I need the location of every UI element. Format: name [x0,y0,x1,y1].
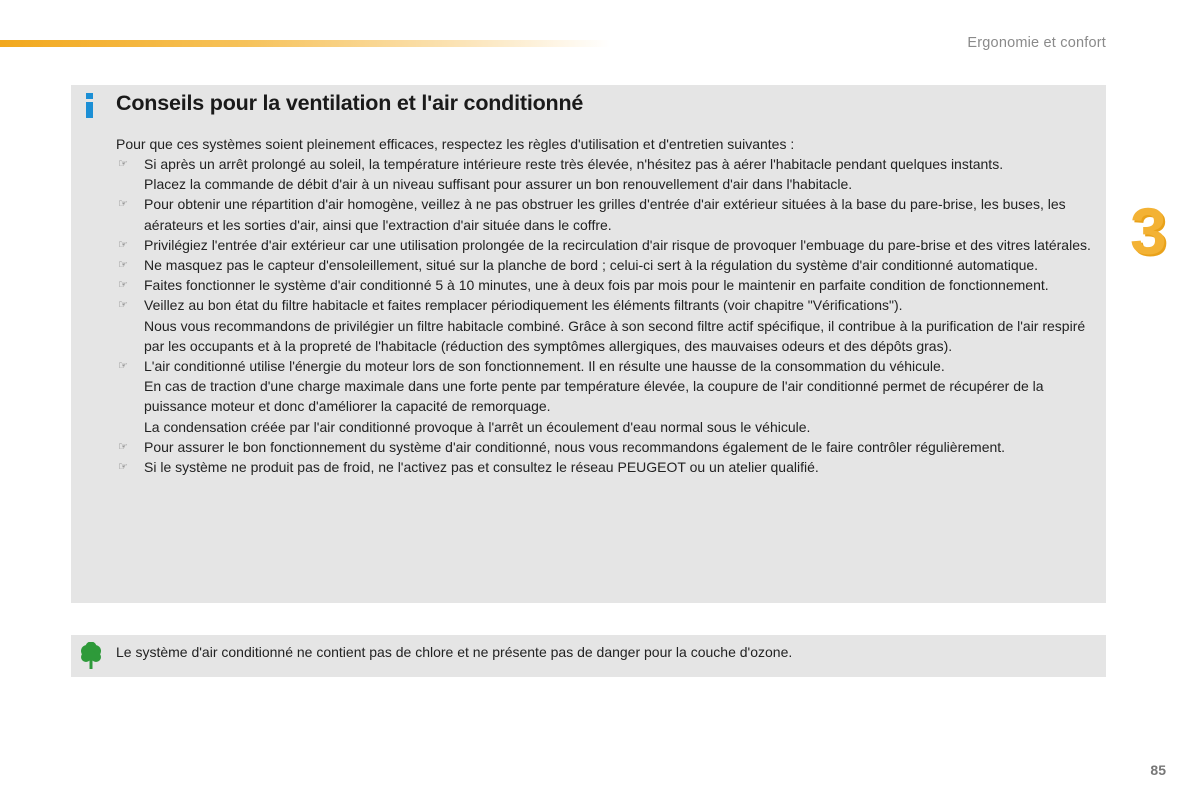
list-item [116,154,1101,194]
hand-pointer-icon: ☞ [118,461,128,474]
list-item-text: Faites fonctionner le système d'air conditionné 5 à 10 minutes, une à deux fois par mois pour le maintenir en parfaite condition de fonctionnement. [144,277,1049,294]
chapter-number: 3 [1130,194,1167,268]
header-accent-bar [0,40,610,47]
list-item [116,437,1101,457]
hand-pointer-icon: ☞ [118,158,128,170]
list-item-text: L'air conditionné utilise l'énergie du moteur lors de son fonctionnement. Il en résulte une hausse de la consommation du véhicule. [144,358,945,375]
list-item [116,295,1101,356]
list-item-text: Si après un arrêt prolongé au soleil, la température intérieure reste très élevée, n'hésitez pas à aérer l'habitacle pendant quelques instants. [144,156,1004,172]
list-item-text: Pour assurer le bon fonctionnement du système d'air conditionné, nous vous recommandons également de le faire contrôler régulièrement. [144,438,1006,455]
list-item [116,255,1101,275]
hand-pointer-icon: ☞ [118,299,128,312]
hand-pointer-icon: ☞ [118,360,128,373]
box-title: Conseils pour la ventilation et l'air conditionné [116,91,584,115]
list-item-text: Pour obtenir une répartition d'air homogène, veillez à ne pas obstruer les grilles d'entrée d'air extérieur situées à la base du pare-brise, les buses, les aérateurs et les sorties d'air, ainsi que l'extraction d'air située dans le coffre. [144,196,1066,233]
list-item [116,356,1101,437]
hand-pointer-icon: ☞ [118,440,128,453]
info-icon [83,93,97,119]
list-item [116,457,1101,477]
list-item-text: Veillez au bon état du filtre habitacle et faites remplacer périodiquement les éléments filtrants (voir chapitre "Vérifications"). [144,297,903,314]
section-title: Ergonomie et confort [967,35,1106,51]
list-item-text: Nous vous recommandons de privilégier un filtre habitacle combiné. Grâce à son second filtre actif spécifique, il contribue à la purification de l'air respiré par les occupants et à la propreté de l'habitacle (réduction des symptômes allergiques, des mauvaises odeurs et des dépôts gras). [144,317,1086,354]
list-item-text: Si le système ne produit pas de froid, ne l'activez pas et consultez le réseau PEUGEOT ou un atelier qualifié. [144,459,819,476]
list-item-text: En cas de traction d'une charge maximale dans une forte pente par température élevée, la coupure de l'air conditionné permet de récupérer de la puissance moteur et donc d'améliorer la capacité de remorquage. [144,378,1044,415]
tree-icon [79,642,103,670]
list-item [116,275,1101,295]
page-number: 85 [1150,762,1166,778]
list-item-text: Privilégiez l'entrée d'air extérieur car une utilisation prolongée de la recirculation d'air risque de provoquer l'embuage du pare-brise et des vitres latérales. [144,236,1091,253]
list-item-text: La condensation créée par l'air conditionné provoque à l'arrêt un écoulement d'eau normal sous le véhicule. [144,418,811,435]
advice-list [116,154,1101,477]
list-item [116,194,1101,234]
hand-pointer-icon: ☞ [118,259,128,272]
hand-pointer-icon: ☞ [118,198,128,211]
eco-note-box [71,635,1106,677]
list-item-text: Ne masquez pas le capteur d'ensoleillement, situé sur la planche de bord ; celui-ci sert à la régulation du système d'air conditionné automatique. [144,257,1039,274]
eco-note-text: Le système d'air conditionné ne contient pas de chlore et ne présente pas de danger pour la couche d'ozone. [116,644,793,660]
list-item [116,235,1101,255]
list-item-text: Placez la commande de débit d'air à un niveau suffisant pour assurer un bon renouvellement d'air dans l'habitacle. [144,176,853,193]
hand-pointer-icon: ☞ [118,279,128,292]
info-box [71,85,1106,603]
intro-text: Pour que ces systèmes soient pleinement efficaces, respectez les règles d'utilisation et d'entretien suivantes : [116,136,795,152]
hand-pointer-icon: ☞ [118,238,128,251]
